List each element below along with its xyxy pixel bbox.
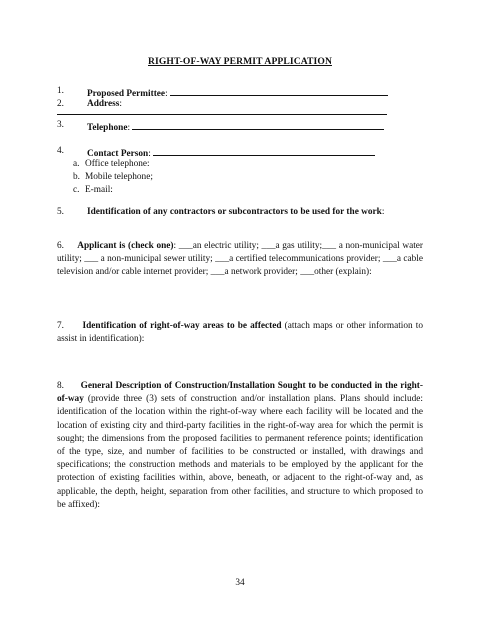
document-page: RIGHT-OF-WAY PERMIT APPLICATION 1. Proposed Permittee: 2. Address: 3. Telephone: 4. Contact Person: a. Office telephone: b. Mobile telephone; c. E-mail: 5. Identification of any contractors or subcontractors to be used for the work: 6. Applicant is (check one): ___an electric utility; ___a gas utility;___ a non-municipal water utility; ___ a non-municipal sewer utility; ___a certified telecommunications provider; ___a cable television and/or cable internet provider; ___a network provider; ___other (explain): 7. Identification of right-of-way areas to be affected (attach maps or other information to assist in identification): 8. General Description of Construction/Installation Sought to be conducted in the right-of-way (provide three (3) sets of construction and/or installation plans. Plans should include: identification of the location within the right-of-way where each facility will be located and the location of existing city and third-party facilities in the right-of-way area for which the permit is sought; the dimensions from the proposed facilities to permanent reference points; identification of the type, size, and number of facilities to be constructed or installed, with drawings and specifications; the construction methods and materials to be employed by the applicant for the protection of existing facilities within, above, beneath, or adjacent to the right-of-way and, as applicable, the depth, height, separation from other facilities, and structure to which proposed to be affixed): 34 (0, 0, 480, 622)
subitem-office-telephone: a. Office telephone: (73, 159, 150, 169)
subitem-mobile-telephone: b. Mobile telephone; (73, 172, 153, 182)
item-construction-description (57, 380, 423, 512)
item-number: 5. (57, 207, 64, 217)
page-number: 34 (235, 578, 245, 588)
item-number: 1. (57, 86, 64, 96)
item-label: Telephone (87, 123, 128, 133)
item-applicant-type (57, 240, 423, 280)
item-label: Applicant is (check one) (77, 241, 174, 251)
item-label: General Description of Construction/Installation Sought to be conducted in the right-of-way (57, 381, 423, 405)
item-label: Proposed Permittee (87, 89, 166, 99)
fill-in-blank[interactable] (153, 146, 375, 156)
item-number: 2. (57, 99, 64, 109)
fill-in-blank[interactable] (170, 86, 388, 96)
item-number: 8. (57, 381, 64, 391)
item-label: Identification of any contractors or subcontractors to be used for the work (87, 207, 382, 217)
page-title: RIGHT-OF-WAY PERMIT APPLICATION (148, 56, 332, 67)
item-label: Identification of right-of-way areas to be affected (82, 321, 282, 331)
item-number: 4. (57, 146, 64, 156)
fill-in-blank[interactable] (132, 120, 384, 130)
item-number: 3. (57, 120, 64, 130)
item-label: Contact Person (87, 149, 149, 159)
subitem-email: c. E-mail: (73, 185, 113, 195)
item-number: 6. (57, 241, 64, 251)
item-label: Address (87, 99, 120, 109)
item-text: : ___an electric utility; ___a gas utility;___ a non-municipal water utility; ___ a non-municipal sewer utility; ___a certified telecommunications provider; ___a cable television and/or cable internet provider; ___a network provider; ___other (explain): (57, 241, 423, 278)
item-affected-areas (57, 320, 423, 346)
item-text: (attach maps or other information to assist in identification): (57, 321, 423, 345)
address-fill-line[interactable] (57, 114, 387, 115)
item-number: 7. (57, 321, 64, 331)
item-text: (provide three (3) sets of construction and/or installation plans. Plans should include: identification of the location within the right-of-way where each facility will be located and the location of existing city and third-party facilities in the right-of-way area for which the permit is sought; the dimensions from the proposed facilities to permanent reference points; identification of the type, size, and number of facilities to be constructed or installed, with drawings and specifications; the construction methods and materials to be employed by the applicant for the protection of existing facilities within, above, beneath, or adjacent to the right-of-way and, as applicable, the depth, height, separation from other facilities, and structure to which proposed to be affixed): (57, 394, 423, 510)
